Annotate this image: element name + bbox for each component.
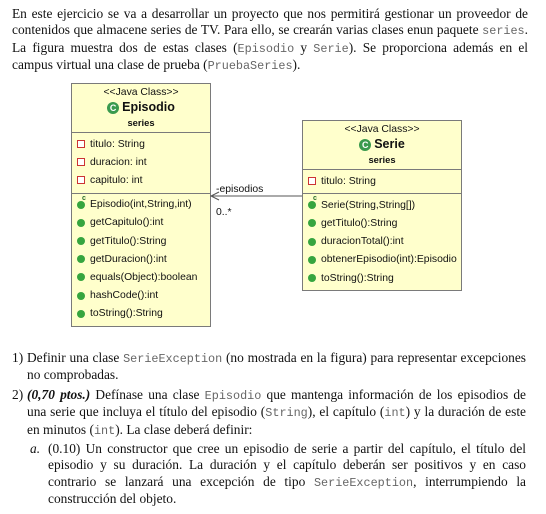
package-label: series xyxy=(368,154,396,165)
method-text: getCapitulo():int xyxy=(90,217,164,229)
code-int: int xyxy=(93,423,116,438)
association-multiplicity: 0..* xyxy=(216,207,232,218)
item-text: Defínase una clase xyxy=(90,387,205,402)
field-text: titulo: String xyxy=(321,175,376,187)
package-label: series xyxy=(127,117,155,128)
item-text: (no mostrada en la figura) para representar excepciones no comprobadas. xyxy=(27,350,526,383)
intro-text: En este ejercicio se va a desarrollar un proyecto que nos permitirá gestionar un proveedor de contenidos que almacene series de TV. Para ello, se crearán varias clases enun paquete xyxy=(12,6,528,38)
method-text: duracionTotal():int xyxy=(321,236,404,248)
item-1-text xyxy=(27,350,526,384)
method-text: getTitulo():String xyxy=(90,235,167,247)
subitem-letter: a. xyxy=(30,441,41,456)
method-text: getDuracion():int xyxy=(90,253,167,265)
stereotype-label: <<Java Class>> xyxy=(344,124,420,135)
field-text: capitulo: int xyxy=(90,174,143,186)
code-episodio: Episodio xyxy=(237,41,295,56)
class-icon: C xyxy=(107,102,119,114)
points-label: (0,70 ptos.) xyxy=(27,387,91,402)
code-series: series xyxy=(482,24,525,39)
method-text: getTitulo():String xyxy=(321,217,398,229)
code-serieexception: SerieException xyxy=(123,352,223,366)
code-int: int xyxy=(384,406,406,421)
method-text: toString():String xyxy=(321,272,394,284)
class-name-text: Episodio xyxy=(122,100,175,114)
code-pruebaseries: PruebaSeries xyxy=(207,59,293,74)
item-text: , interrumpiendo la construcción del objeto. xyxy=(48,473,526,507)
item-text: (0.10) Un constructor que cree un episodio de serie a partir del capítulo, el título del episodio y su duración. La duración y el capítulo deberán ser positivos y en caso contrario se lanzará una excepción de tipo xyxy=(48,441,526,489)
item-number: 1) xyxy=(12,350,24,365)
code-serie: Serie xyxy=(313,41,349,56)
class-icon: C xyxy=(359,139,371,151)
intro-text: ). Se proporciona además en el campus virtual una clase de prueba ( xyxy=(12,39,529,73)
field-text: duracion: int xyxy=(90,156,147,168)
item-text: ) y la duración de este en minutos ( xyxy=(27,404,526,437)
method-text: Serie(String,String[]) xyxy=(321,199,416,211)
class-name-text: Serie xyxy=(374,137,405,151)
association-role: -episodios xyxy=(216,184,264,195)
method-text: equals(Object):boolean xyxy=(90,271,198,283)
stereotype-label: <<Java Class>> xyxy=(103,87,179,98)
item-text: que mantenga información de los episodios de una serie que incluya el título del episodio ( xyxy=(27,387,526,420)
item-text: ). La clase deberá definir: xyxy=(115,421,253,437)
field-text: titulo: String xyxy=(90,138,145,150)
intro-text: ). xyxy=(292,57,301,73)
method-text: hashCode():int xyxy=(90,290,159,302)
intro-text: . La figura muestra dos de estas clases ( xyxy=(12,22,528,55)
method-text: Episodio(int,String,int) xyxy=(90,199,192,211)
code-episodio: Episodio xyxy=(204,389,262,403)
method-text: toString():String xyxy=(90,308,163,320)
item-2-text xyxy=(27,387,526,439)
item-number: 2) xyxy=(12,387,24,402)
item-text: Definir una clase xyxy=(27,350,124,365)
item-a-text xyxy=(48,441,526,508)
method-text: obtenerEpisodio(int):Episodio xyxy=(321,254,457,266)
code-string: String xyxy=(265,406,308,421)
code-serieexception: SerieException xyxy=(313,475,414,490)
item-text: ), el capítulo ( xyxy=(307,404,385,420)
intro-text: y xyxy=(294,39,314,55)
